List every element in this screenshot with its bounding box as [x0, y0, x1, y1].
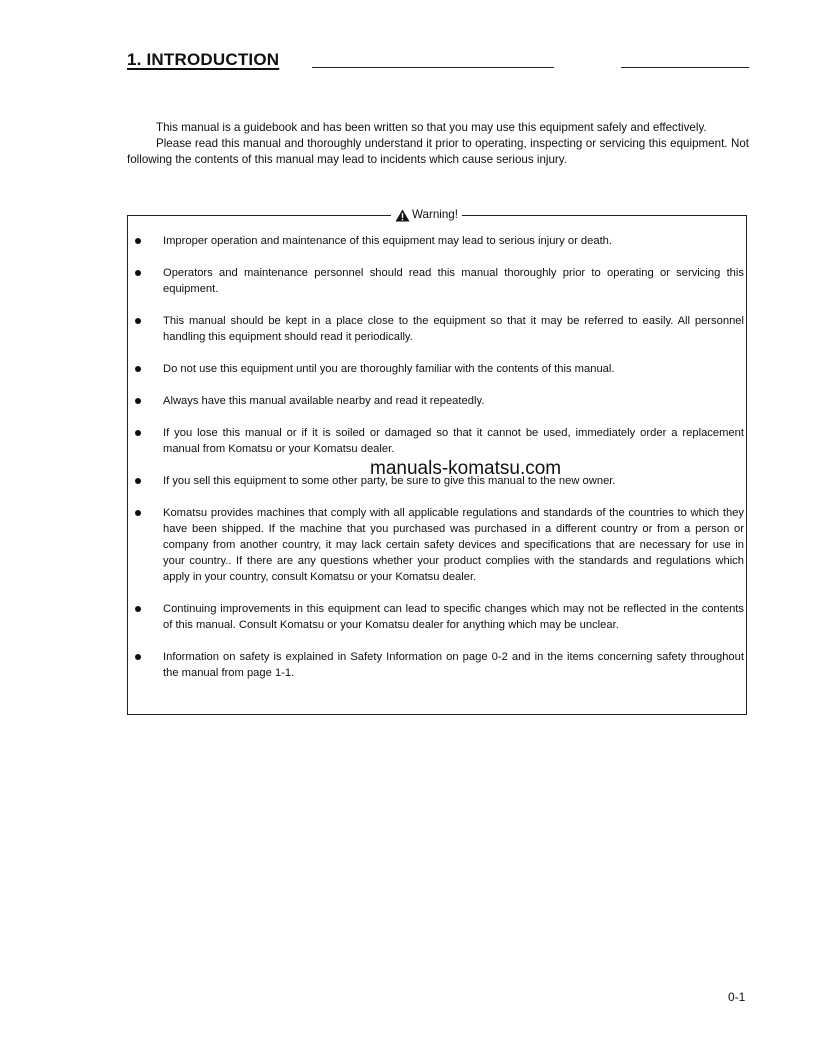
- warning-item-text: Do not use this equipment until you are thoroughly familiar with the contents of this manual.: [163, 363, 615, 375]
- bullet-icon: [135, 366, 141, 372]
- page-number: 0-1: [728, 990, 746, 1004]
- warning-item: [128, 649, 746, 681]
- warning-item-text: If you sell this equipment to some other party, be sure to give this manual to the new owner.: [163, 475, 616, 487]
- warning-item-text: Information on safety is explained in Safety Information on page 0-2 and in the items concerning safety throughout the manual from page 1-1.: [163, 651, 744, 679]
- watermark-text: manuals-komatsu.com: [370, 458, 562, 479]
- heading-rule: [312, 67, 554, 68]
- intro-paragraph-2: Please read this manual and thoroughly understand it prior to operating, inspecting or servicing this equipment. Not following the contents of this manual may lead to incidents which cause serious injury.: [127, 137, 749, 166]
- bullet-icon: [135, 270, 141, 276]
- heading-block: [127, 50, 749, 72]
- warning-item-text: Operators and maintenance personnel should read this manual thoroughly prior to operating or servicing this equipment.: [163, 267, 744, 295]
- bullet-icon: [135, 654, 141, 660]
- warning-item: [128, 233, 746, 249]
- warning-item-text: Komatsu provides machines that comply with all applicable regulations and standards of the countries to which they have been shipped. If the machine that you purchased was purchased in a different country or from a person or company from another country, it may lack certain safety devices and specifications that are necessary for use in your country.. If there are any questions whether your product complies with the standards and regulations which apply in your country, consult Komatsu or your Komatsu dealer.: [163, 507, 744, 583]
- bullet-icon: [135, 606, 141, 612]
- warning-item: [128, 505, 746, 585]
- warning-item: [128, 313, 746, 345]
- bullet-icon: [135, 430, 141, 436]
- warning-triangle-icon: [395, 209, 410, 222]
- warning-item: [128, 393, 746, 409]
- warning-item: [128, 601, 746, 633]
- warning-item-text: Improper operation and maintenance of this equipment may lead to serious injury or death.: [163, 235, 613, 247]
- bullet-icon: [135, 318, 141, 324]
- warning-item: [128, 425, 746, 457]
- warning-item: [128, 265, 746, 297]
- warning-item-text: Always have this manual available nearby and read it repeatedly.: [163, 395, 485, 407]
- intro-text: [127, 120, 749, 168]
- page-title: 1. INTRODUCTION: [127, 50, 280, 69]
- warning-item-text: This manual should be kept in a place close to the equipment so that it may be referred to easily. All personnel handling this equipment should read it periodically.: [163, 315, 744, 343]
- bullet-icon: [135, 478, 141, 484]
- warning-item-text: If you lose this manual or if it is soiled or damaged so that it cannot be used, immediately order a replacement manual from Komatsu or your Komatsu dealer.: [163, 427, 744, 455]
- heading-rule-right: [621, 67, 749, 68]
- warning-item: [128, 361, 746, 377]
- intro-paragraph-1: This manual is a guidebook and has been written so that you may use this equipment safely and effectively.: [156, 121, 707, 134]
- warning-title-text: Warning!: [412, 208, 458, 221]
- warning-title: [391, 207, 462, 223]
- bullet-icon: [135, 398, 141, 404]
- bullet-icon: [135, 238, 141, 244]
- bullet-icon: [135, 510, 141, 516]
- warning-item-text: Continuing improvements in this equipment can lead to specific changes which may not be reflected in the contents of this manual. Consult Komatsu or your Komatsu dealer for anything which may be unclear.: [163, 603, 744, 631]
